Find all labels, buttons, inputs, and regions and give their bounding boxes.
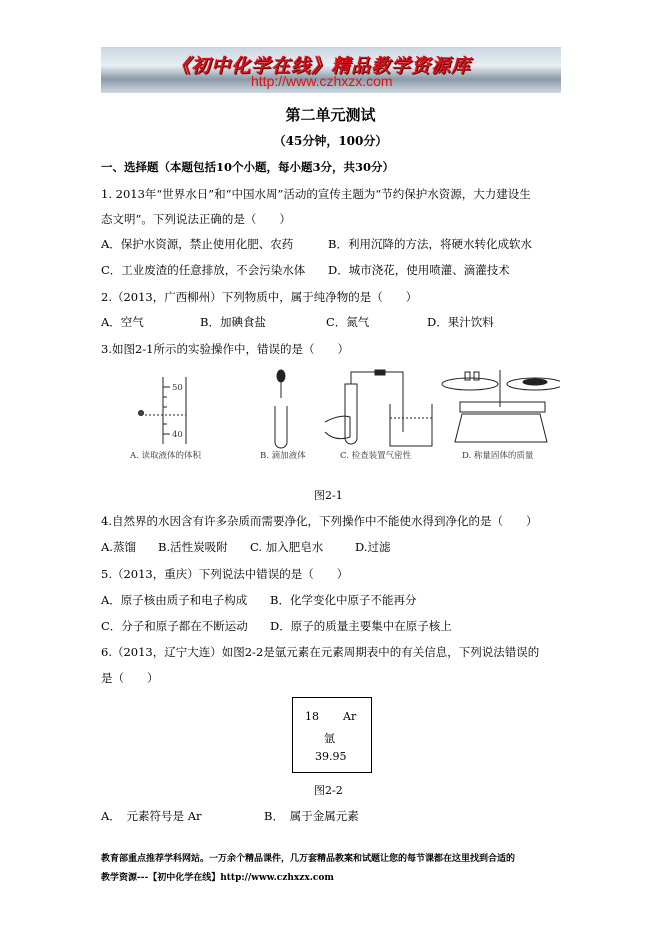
question-5: 5.（2013，重庆）下列说法中错误的是（ ） bbox=[101, 567, 349, 581]
question-6-line1: 6.（2013，辽宁大连）如图2-2是氩元素在元素周期表中的有关信息，下列说法错误的 bbox=[101, 645, 540, 659]
q4-option-c: C. 加入肥皂水 bbox=[250, 540, 324, 554]
q1-option-c: C．工业废渣的任意排放，不会污染水体 bbox=[101, 263, 306, 277]
dropper-and-tube-drawing bbox=[275, 370, 287, 448]
section-heading: 一、选择题（本题包括10个小题，每小题3分，共30分） bbox=[101, 160, 395, 174]
question-3: 3.如图2-1所示的实验操作中，错误的是（ ） bbox=[101, 342, 349, 356]
question-2: 2.（2013，广西柳州）下列物质中，属于纯净物的是（ ） bbox=[101, 290, 418, 304]
q5-option-d: D．原子的质量主要集中在原子核上 bbox=[270, 619, 452, 633]
figure-label-a: A. 读取液体的体积 bbox=[130, 451, 202, 461]
q4-option-a: A.蒸馏 bbox=[101, 540, 136, 554]
figure-2-1 bbox=[90, 362, 560, 472]
banner-title: 《初中化学在线》精品教学资源库 bbox=[171, 55, 472, 77]
q6-option-b: B． 属于金属元素 bbox=[264, 809, 359, 823]
figure-label-c: C. 检查装置气密性 bbox=[340, 451, 412, 461]
question-1-line1: 1. 2013年“世界水日”和“中国水周”活动的宣传主题为“节约保护水资源，大力建设生 bbox=[101, 187, 531, 201]
q6-option-a: A． 元素符号是 Ar bbox=[101, 809, 202, 823]
element-name: 氩 bbox=[324, 732, 335, 745]
scale-label-50: 50 bbox=[172, 383, 183, 393]
atomic-mass: 39.95 bbox=[315, 750, 347, 763]
figure-2-2-caption: 图2-2 bbox=[314, 784, 343, 797]
q4-option-b: B.活性炭吸附 bbox=[158, 540, 228, 554]
q2-option-d: D．果汁饮料 bbox=[427, 315, 494, 329]
page-subtitle: （45分钟，100分） bbox=[273, 134, 388, 148]
atomic-number: 18 bbox=[305, 710, 319, 723]
figure-label-d: D. 称量固体的质量 bbox=[462, 451, 534, 461]
figure-label-b: B. 滴加液体 bbox=[260, 451, 306, 461]
q2-option-c: C．氮气 bbox=[326, 315, 370, 329]
q4-option-d: D.过滤 bbox=[355, 540, 391, 554]
q1-option-a: A．保护水资源，禁止使用化肥、农药 bbox=[101, 237, 294, 251]
element-card-argon bbox=[292, 697, 372, 773]
balance-drawing bbox=[442, 370, 560, 442]
banner-image bbox=[101, 47, 561, 93]
question-6-line2: 是（ ） bbox=[101, 671, 159, 685]
q2-option-a: A．空气 bbox=[101, 315, 144, 329]
figure-2-1-caption: 图2-1 bbox=[314, 489, 343, 502]
q1-option-d: D．城市浇花，使用喷灌、滴灌技术 bbox=[328, 263, 510, 277]
scale-label-40: 40 bbox=[172, 430, 183, 440]
footer-line1: 教育部重点推荐学科网站。一万余个精品课件，几万套精品教案和试题让您的每节课都在这里找到合适的 bbox=[101, 854, 516, 864]
page-title: 第二单元测试 bbox=[285, 106, 376, 124]
footer-line2[interactable]: 教学资源---【初中化学在线】http://www.czhxzx.com bbox=[101, 873, 334, 883]
element-symbol: Ar bbox=[343, 710, 357, 723]
q1-option-b: B．利用沉降的方法，将硬水转化成软水 bbox=[328, 237, 532, 251]
q5-option-a: A．原子核由质子和电子构成 bbox=[101, 593, 248, 607]
q5-option-c: C．分子和原子都在不断运动 bbox=[101, 619, 248, 633]
q5-option-b: B．化学变化中原子不能再分 bbox=[270, 593, 417, 607]
question-1-line2: 态文明”。下列说法正确的是（ ） bbox=[101, 212, 291, 226]
question-4: 4.自然界的水因含有许多杂质而需要净化，下列操作中不能使水得到净化的是（ ） bbox=[101, 514, 538, 528]
airtightness-apparatus-drawing bbox=[325, 370, 432, 446]
q2-option-b: B．加碘食盐 bbox=[200, 315, 266, 329]
banner-url[interactable]: http://www.czhxzx.com bbox=[251, 73, 393, 89]
